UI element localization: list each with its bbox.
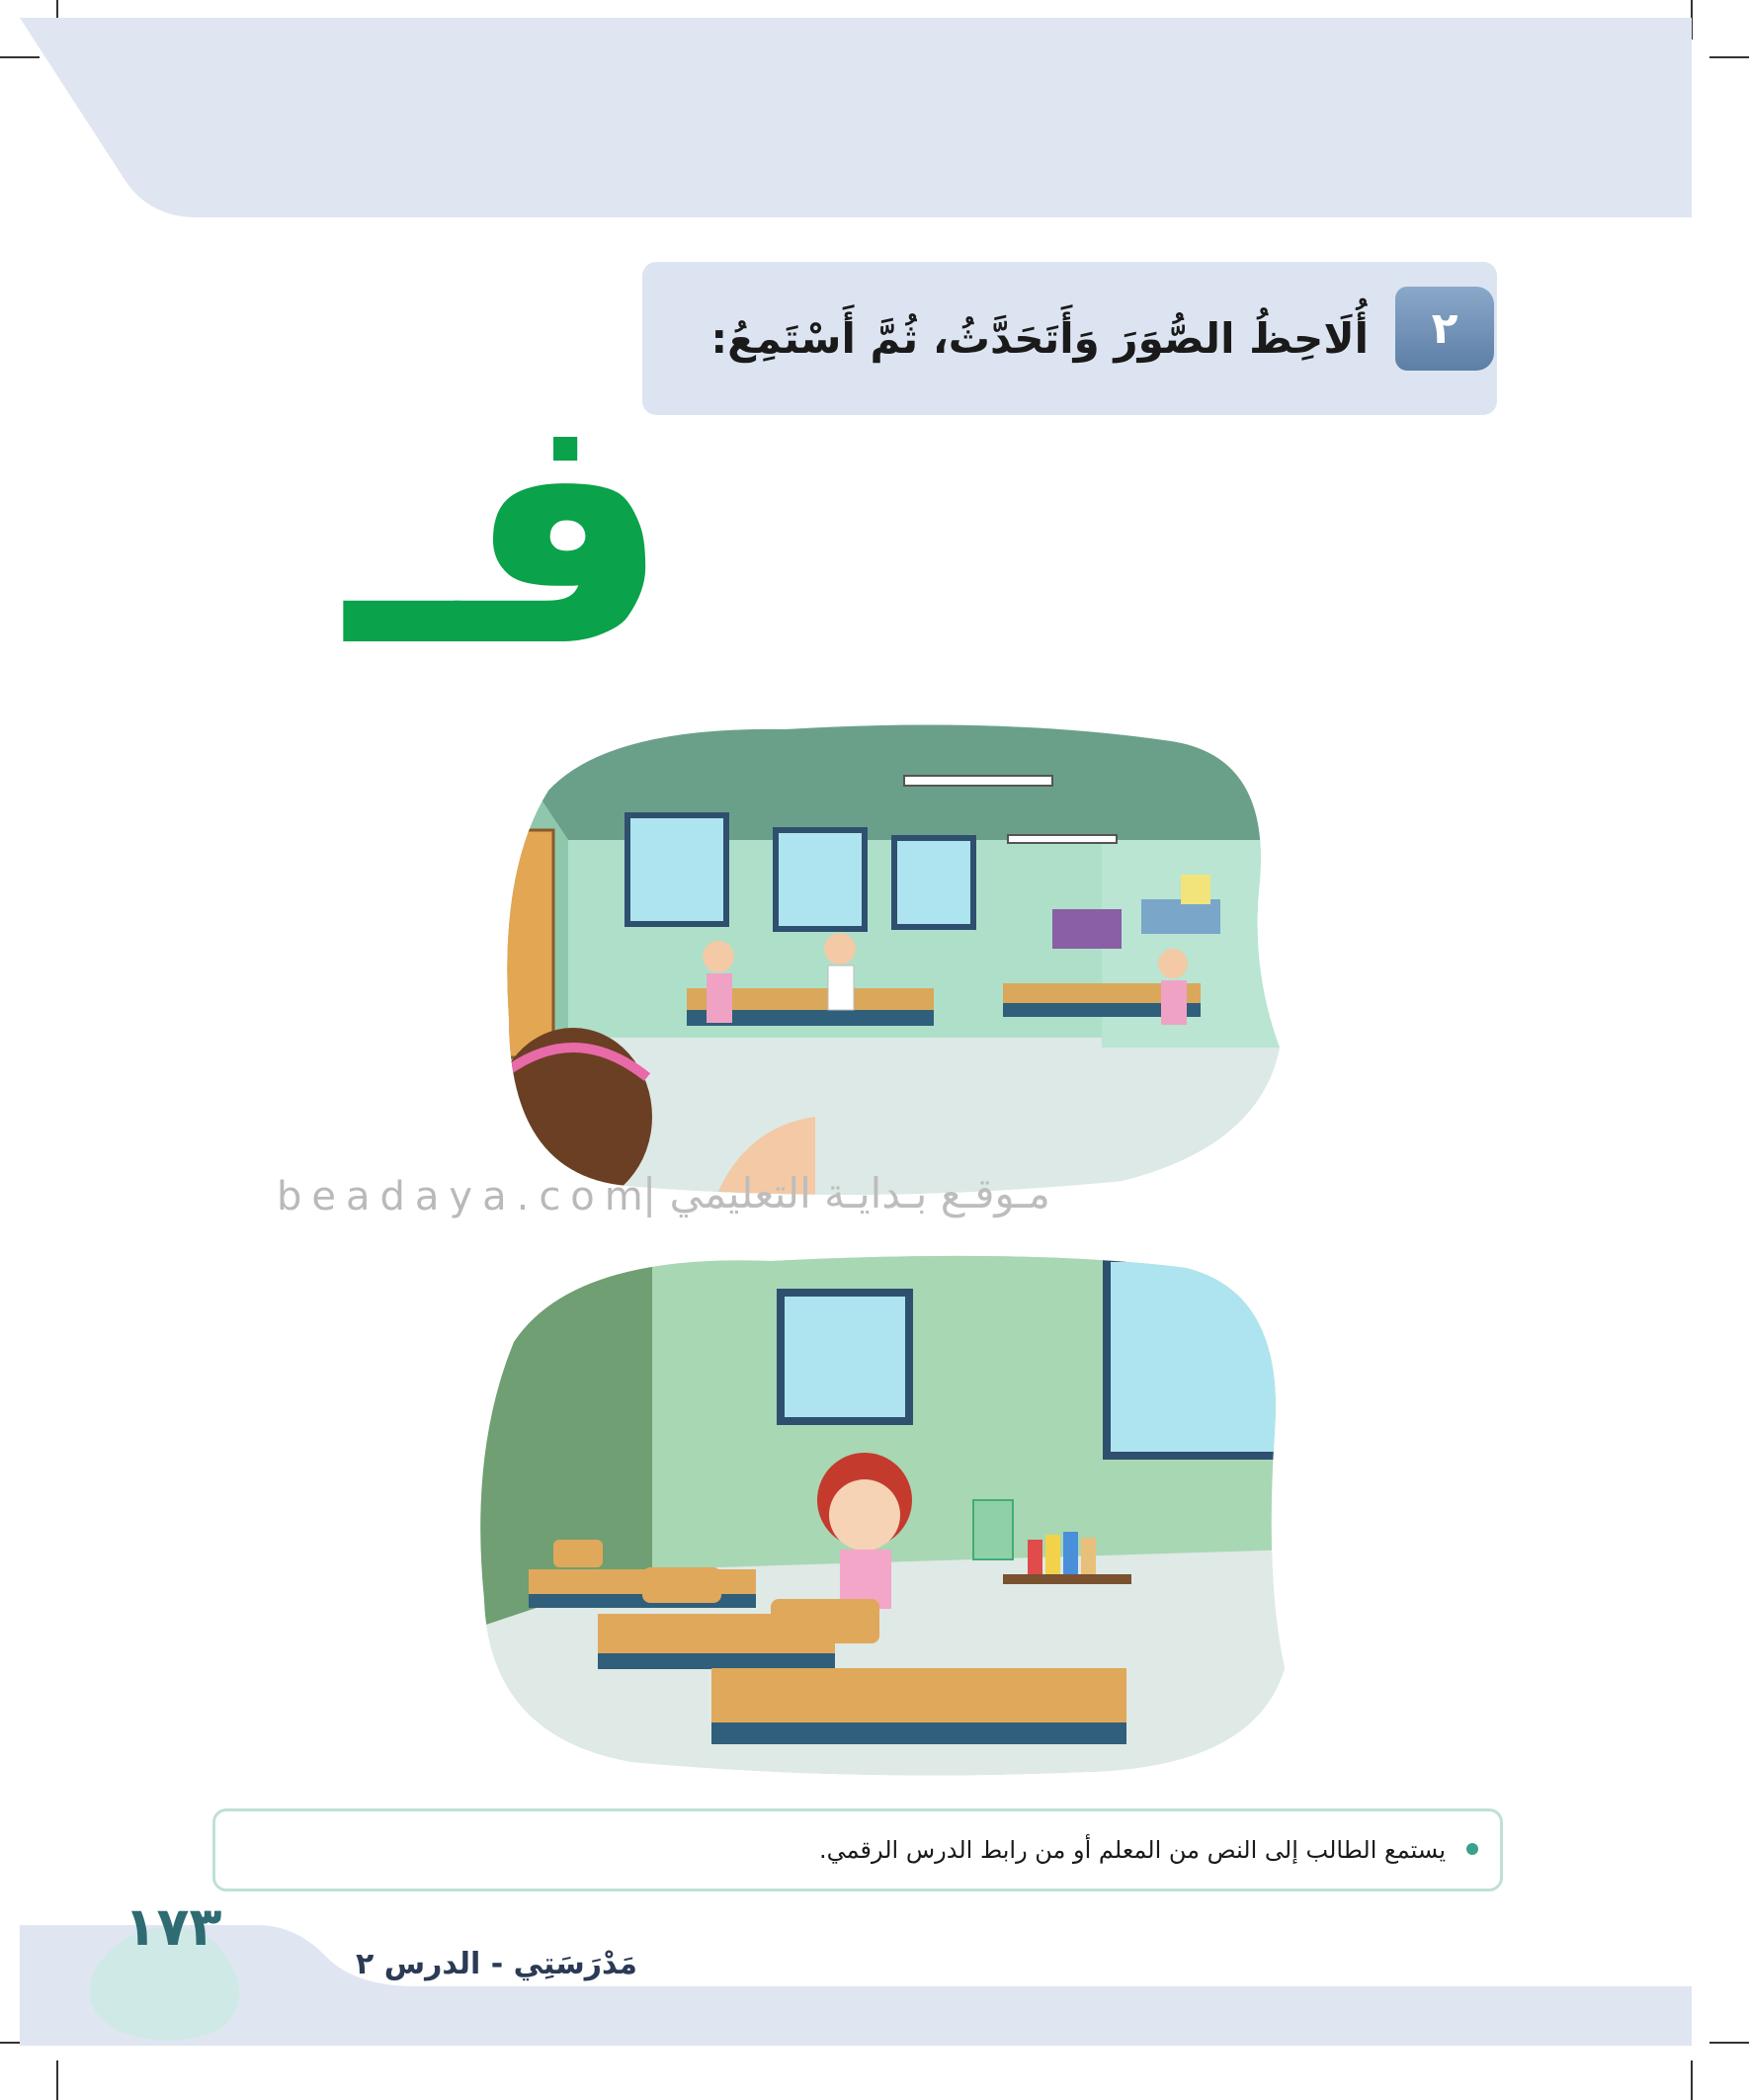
page-number: ١٧٣ — [124, 1895, 222, 1958]
book-title: مَدْرَسَتِي - الدرس ٢ — [356, 1947, 637, 1981]
bullet-icon — [1466, 1843, 1478, 1855]
watermark-site: beadaya.com — [277, 1174, 653, 1219]
bottom-decorative-band — [0, 1917, 1749, 2100]
note-text: يستمع الطالب إلى النص من المعلم أو من رابط الدرس الرقمي. — [819, 1836, 1446, 1864]
instruction-box — [642, 262, 1497, 415]
exercise-number-badge: ٢ — [1395, 287, 1494, 371]
instruction-text: أُلَاحِظُ الصُّوَرَ وَأَتَحَدَّثُ، ثُمَّ أَسْتَمِعُ: — [710, 314, 1369, 363]
watermark-arabic: مـوقـع بـدايـة التعليمي | — [642, 1169, 1050, 1218]
featured-letter: فـ — [346, 339, 672, 718]
note-box — [212, 1808, 1503, 1891]
top-decorative-band — [0, 0, 1749, 227]
classroom-scene-2 — [474, 1253, 1294, 1777]
classroom-scene-1 — [489, 721, 1280, 1196]
